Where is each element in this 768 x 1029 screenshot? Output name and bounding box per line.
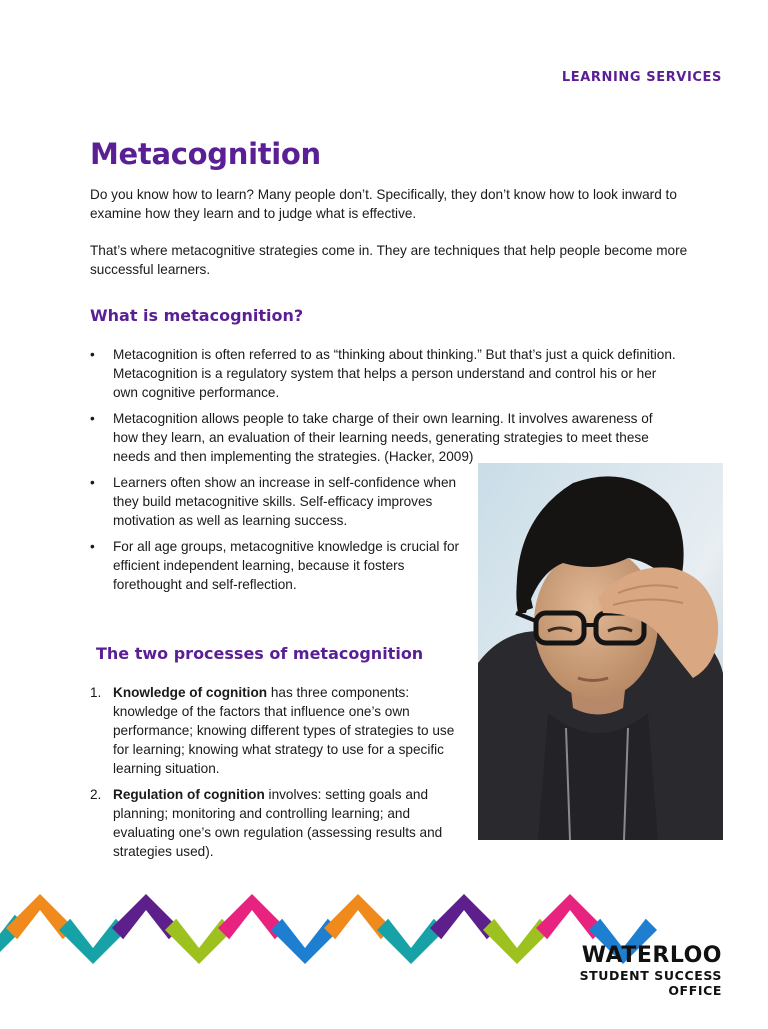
bullet-text: Metacognition allows people to take charge of their own learning. It involves awareness of how they learn, an evaluation of their learning needs, generating strategies to meet these needs and then implementing the strategies. (Hacker, 2009): [113, 411, 653, 464]
numbered-list: [90, 683, 465, 868]
list-number: 2.: [90, 787, 102, 802]
list-item: [90, 683, 465, 778]
bullet-text: Learners often show an increase in self-confidence when they build metacognitive skills. Self-efficacy improves motivation as well as learning success.: [113, 475, 457, 528]
section-heading-what-is: What is metacognition?: [90, 306, 304, 325]
bullet-icon: •: [90, 475, 95, 490]
header-label: LEARNING SERVICES: [561, 70, 722, 85]
waterloo-logo: [580, 944, 722, 998]
list-item: [90, 785, 465, 861]
bullet-icon: •: [90, 411, 95, 426]
bullet-text: For all age groups, metacognitive knowledge is crucial for efficient independent learning, because it fosters forethought and self-reflection.: [113, 539, 460, 592]
list-item: [90, 345, 680, 402]
logo-line-student-success: STUDENT SUCCESS: [579, 968, 722, 983]
bullet-icon: •: [90, 539, 95, 554]
list-item: [90, 473, 465, 530]
logo-line-office: OFFICE: [668, 983, 722, 998]
student-photo: [478, 463, 723, 840]
intro-paragraph-2: That’s where metacognitive strategies come in. They are techniques that help people become more successful learners.: [90, 243, 688, 277]
section-heading-two-processes: The two processes of metacognition: [96, 644, 424, 663]
intro-paragraph-1: Do you know how to learn? Many people don’t. Specifically, they don’t know how to look inward to examine how they learn and to judge what is effective.: [90, 187, 677, 221]
bullet-icon: •: [90, 347, 95, 362]
page-title: Metacognition: [90, 137, 321, 171]
list-item: [90, 537, 465, 594]
list-item: [90, 409, 680, 466]
term-knowledge-of-cognition: Knowledge of cognition: [113, 685, 268, 700]
bullet-text: Metacognition is often referred to as “thinking about thinking.” But that’s just a quick definition. Metacognition is a regulatory system that helps a person understand and control his or her own cognitive performance.: [113, 347, 676, 400]
item-text: involves: setting goals and planning; monitoring and controlling learning; and evaluating one’s own regulation (assessing results and strategies used).: [113, 787, 443, 859]
item-text: has three components: knowledge of the factors that influence one’s own performance; knowing different types of strategies to use for learning; knowing what strategy to use for a specific learning situation.: [113, 685, 455, 776]
list-number: 1.: [90, 685, 102, 700]
term-regulation-of-cognition: Regulation of cognition: [113, 787, 265, 802]
logo-line-waterloo: WATERLOO: [581, 943, 722, 968]
